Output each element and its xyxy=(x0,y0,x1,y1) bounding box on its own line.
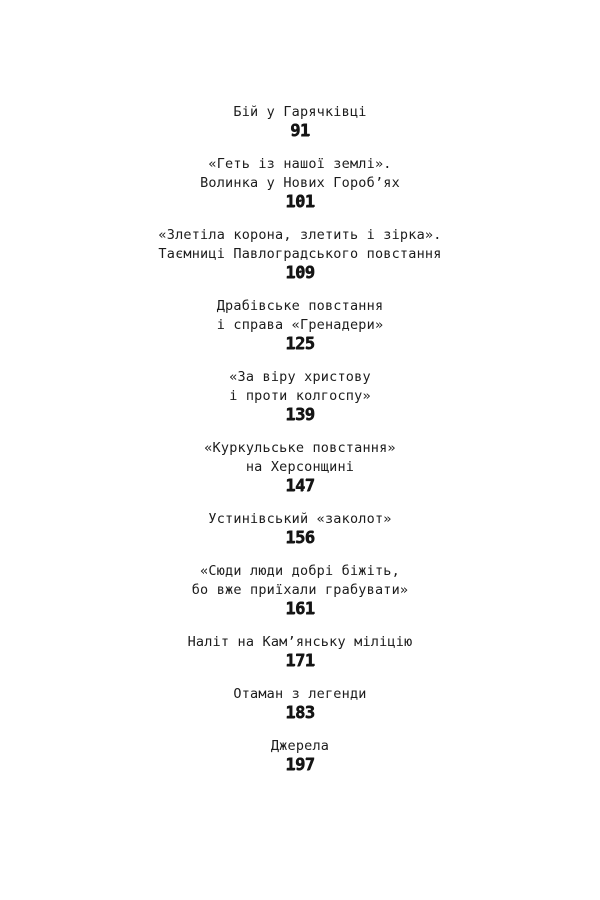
toc-entry-title: Устинівський «заколот» xyxy=(208,511,392,527)
toc-entry-title: «За віру христову xyxy=(229,369,371,385)
toc-entry xyxy=(0,297,600,354)
toc-entry-title: Джерела xyxy=(270,738,330,754)
toc-entry-title: і проти колгоспу» xyxy=(229,388,371,404)
toc-entry xyxy=(0,633,600,671)
toc-page-number: 161 xyxy=(285,599,315,619)
toc-entry-title: Наліт на Кам’янську міліцію xyxy=(187,634,413,650)
toc-page-number: 183 xyxy=(285,703,315,723)
toc-entry-title: бо вже приїхали грабувати» xyxy=(191,582,409,598)
toc-page-number: 101 xyxy=(285,192,315,212)
toc-page-number: 139 xyxy=(285,405,315,425)
toc-page-number: 156 xyxy=(285,528,315,548)
toc-entry-title: Отаман з легенди xyxy=(233,686,367,702)
toc-page-number: 109 xyxy=(285,263,315,283)
toc-entry-title: Драбівське повстання xyxy=(216,298,384,314)
toc-entry xyxy=(0,737,600,775)
toc-entry xyxy=(0,439,600,496)
toc-entry-title: Таємниці Павлоградського повстання xyxy=(158,246,442,262)
toc-entry-title: «Геть із нашої землі». xyxy=(208,156,392,172)
toc-page-number: 147 xyxy=(285,476,315,496)
toc-entry-title: Волинка у Нових Гороб’ях xyxy=(200,175,400,191)
toc-entry xyxy=(0,685,600,723)
toc-entry xyxy=(0,226,600,283)
toc-entry-title: і справа «Гренадери» xyxy=(216,317,384,333)
toc-entry xyxy=(0,155,600,212)
toc-entry xyxy=(0,510,600,548)
toc-entry-title: «Сюди люди добрі біжіть, xyxy=(200,563,400,579)
toc-page-number: 125 xyxy=(285,334,315,354)
toc-entry-title: «Злетіла корона, злетить і зірка». xyxy=(158,227,442,243)
toc-entry xyxy=(0,562,600,619)
toc-page-number: 197 xyxy=(285,755,315,775)
toc-page-number: 91 xyxy=(290,121,310,141)
toc-entry-title: на Херсонщині xyxy=(245,459,355,475)
table-of-contents xyxy=(0,103,600,789)
toc-page-number: 171 xyxy=(285,651,315,671)
toc-entry-title: Бій у Гарячківці xyxy=(233,104,367,120)
toc-entry xyxy=(0,103,600,141)
toc-entry xyxy=(0,368,600,425)
toc-entry-title: «Куркульське повстання» xyxy=(204,440,396,456)
